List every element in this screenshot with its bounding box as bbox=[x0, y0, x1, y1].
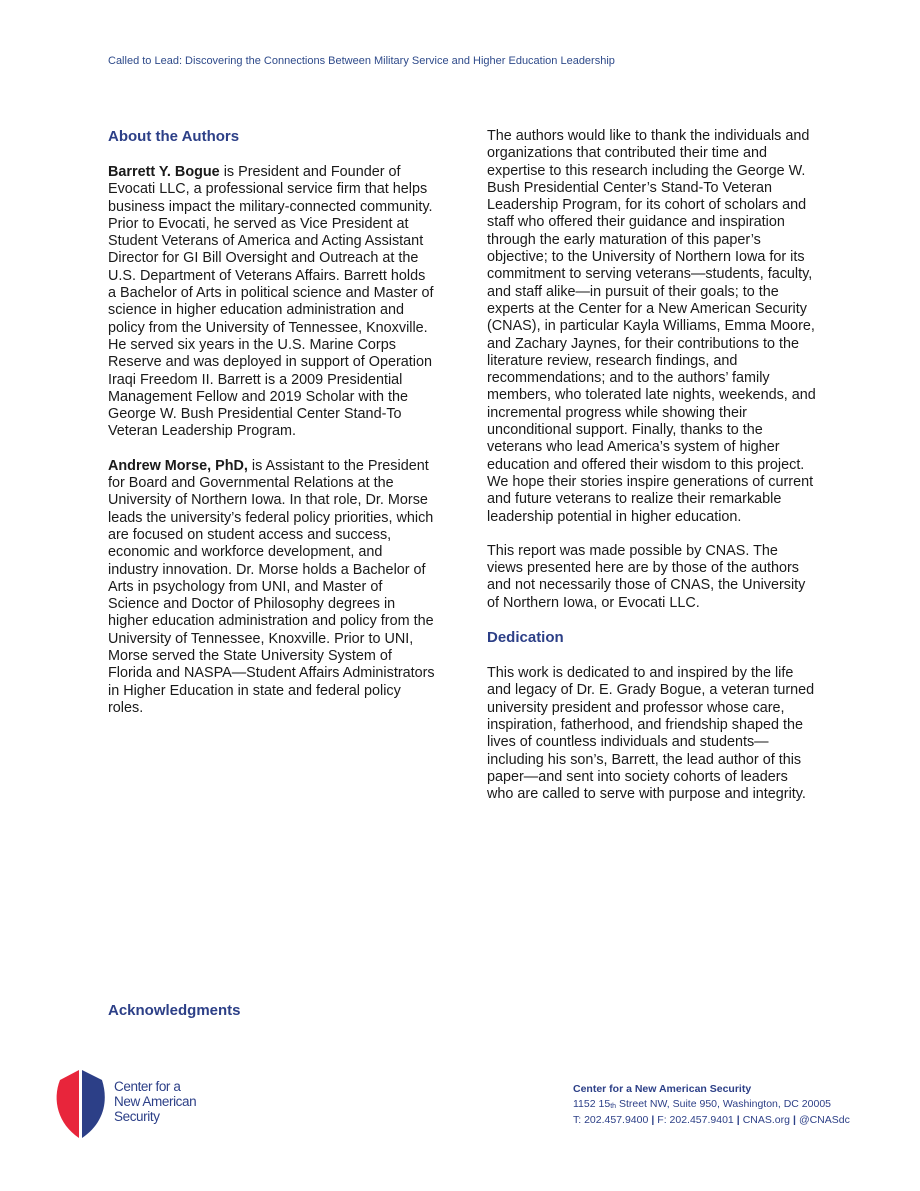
footer-contact-line: T: 202.457.9400 | F: 202.457.9401 | CNAS.org | @CNASdc bbox=[573, 1114, 850, 1126]
footer-address: 1152 $15_{th}$ Street NW, Suite 950, Washington, DC 20005 bbox=[573, 1098, 832, 1110]
logo-line-2: New American bbox=[114, 1094, 197, 1109]
morse-name: Andrew Morse, PhD, bbox=[108, 457, 248, 474]
left-column bbox=[108, 128, 436, 734]
acknowledgments-paragraph: The authors would like to thank the individuals and organizations that contributed their time and expertise to this research including the George W. Bush Presidential Center’s Stand-To Veteran Leadership Program, for its cohort of scholars and staff who offered their guidance and inspiration through the early maturation of this paper’s objective; to the University of Northern Iowa for its commitment to serving veterans—students, faculty, and staff alike—in pursuit of their goals; to the experts at the Center for a New American Security (CNAS), in particular Kayla Williams, Emma Moore, and Zachary Jaynes, for their contributions to the literature review, research findings, and recommendations; and to the authors’ family members, who tolerated late nights, weekends, and incremental progress while showing their unconditional support. Finally, thanks to the veterans who lead America’s system of higher education and offered their wisdom to this project. We hope their stories inspire generations of current and future veterans to realize their remarkable leadership potential in higher education. bbox=[487, 128, 816, 525]
bogue-bio-text: is President and Founder of Evocati LLC, a professional service firm that helps business impact the military-connected community. Prior to Evocati, he served as Vice President at Student Veterans of America and Acting Assistant Director for GI Bill Oversight and Outreach at the U.S. Department of Veterans Affairs. Barrett holds a Bachelor of Arts in political science and Master of science in higher education administration and policy from the University of Tennessee, Knoxville. He served six years in the U.S. Marine Corps Reserve and was deployed in support of Operation Iraqi Freedom II. Barrett is a 2009 Presidential Management Fellow and 2019 Scholar with the George W. Bush Presidential Center Stand-To Veteran Leadership Program. bbox=[108, 164, 434, 440]
right-column bbox=[487, 128, 817, 820]
bogue-bio-paragraph bbox=[108, 164, 436, 441]
bogue-name: Barrett Y. Bogue bbox=[108, 164, 220, 180]
footer-org-name: Center for a New American Security bbox=[573, 1083, 752, 1095]
running-header: Called to Lead: Discovering the Connections Between Military Service and Higher Education Leadership bbox=[108, 55, 615, 67]
footer-social-handle[interactable]: @CNASdc bbox=[798, 1114, 850, 1126]
dedication-heading: Dedication bbox=[487, 629, 564, 647]
footer-phone: T: 202.457.9400 bbox=[573, 1114, 649, 1126]
shield-icon bbox=[52, 1068, 108, 1140]
logo-line-3: Security bbox=[114, 1109, 160, 1124]
acknowledgments-heading: Acknowledgments bbox=[108, 1002, 241, 1019]
morse-bio-paragraph bbox=[108, 458, 436, 717]
footer-website-link[interactable]: CNAS.org bbox=[742, 1114, 790, 1126]
logo-line-1: Center for a bbox=[114, 1079, 181, 1094]
footer-fax: F: 202.457.9401 bbox=[657, 1114, 734, 1126]
dedication-paragraph: This work is dedicated to and inspired by the life and legacy of Dr. E. Grady Bogue, a veteran turned university president and professor whose care, inspiration, fatherhood, and friendship shaped the lives of countless individuals and students—including his son’s, Barrett, the lead author of this paper—and sent into society cohorts of leaders who are called to serve with purpose and integrity. bbox=[487, 665, 815, 803]
logo-wordmark bbox=[114, 1079, 196, 1124]
morse-bio-text: is Assistant to the President for Board and Governmental Relations at the University of Northern Iowa. In that role, Dr. Morse leads the university’s federal policy priorities, which are focused on student access and success, economic and workforce development, and industry innovation. Dr. Morse holds a Bachelor of Arts in psychology from UNI, and Master of Science and Doctor of Philosophy degrees in higher education administration and policy from the University of Tennessee, Knoxville. Prior to UNI, Morse served the State University System of Florida and NASPA—Student Affairs Administrators in Higher Education in state and federal policy roles. bbox=[108, 457, 435, 716]
footer-contact bbox=[573, 1082, 850, 1128]
disclaimer-paragraph: This report was made possible by CNAS. The views presented here are by those of the authors and not necessarily those of CNAS, the University of Northern Iowa, or Evocati LLC. bbox=[487, 542, 806, 611]
about-authors-heading: About the Authors bbox=[108, 128, 240, 145]
cnas-logo bbox=[52, 1068, 212, 1140]
